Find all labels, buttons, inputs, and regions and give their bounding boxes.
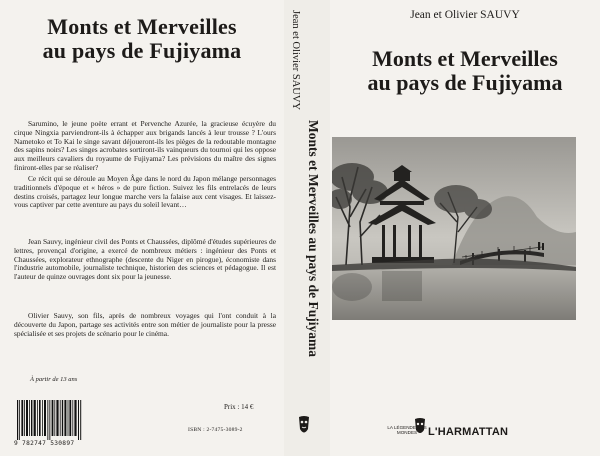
isbn-label: ISBN : 2-7475-3089-2 [188,427,243,433]
collection-label: LA LÉGENDE DES MONDES [387,425,427,436]
front-title-line2: au pays de Fujiyama [367,70,563,95]
author-bio-paragraph: Jean Sauvy, ingénieur civil des Ponts et Chaussées, diplômé d'études supérieures de lettres, provençal d'origine, a exercé de nombreux métiers : ingénieur des Ponts et Chaussées, explorateur ethnographe (descente du Niger en pirogue), économiste dans l'industrie automobile, journaliste technique, historien des sciences et pédagogue. Il est l'auteur de quinze ouvrages dont six pour la jeunesse. [14,237,276,282]
back-cover [0,0,284,456]
back-title-line1: Monts et Merveilles [47,14,237,39]
front-title-line1: Monts et Merveilles [372,46,558,71]
back-title-line2: au pays de Fujiyama [42,38,242,63]
blurb-paragraph: Sarumino, le jeune poète errant et Pervenche Azurée, la gracieuse écuyère du cirque Ningxia parviendront-ils à échapper aux brigands lancés à leur trousse ? L'ours Nametoko et To Kai le singe savant déjoueront-ils les pièges de la redoutable montagne des sapins noirs? Les singes acrobates sortiront-ils vainqueurs du tournoi qui les oppose aux meilleurs cavaliers du royaume de Fujiyama? Les prévisions du maître des signes finiront-elles par se réaliser? [14,119,276,172]
blurb-paragraph: Ce récit qui se déroule au Moyen Âge dans le nord du Japon mélange personnages traditionnels d'époque et « héros » de pure fiction. Suivez les fils entrelacés de leurs destins croisés, partagez leur longue marche vers la falaise aux cent visages. Et laissez-vous captiver par cette aventure au pays du soleil levant… [14,174,276,210]
publisher-mask-icon [296,415,312,437]
price-label: Prix : 14 € [224,403,254,411]
publisher-name: L'HARMATTAN [428,426,509,438]
spine-author: Jean et Olivier SAUVY [290,10,301,111]
barcode-digits: 9 782747 530897 [14,440,75,447]
pagoda-bridge-photo [332,137,576,320]
author-bio-paragraph: Olivier Sauvy, son fils, après de nombreux voyages qui l'ont conduit à la découverte du Japon, partage ses activités entre son métier de journaliste pour la presse spécialisée et ses projets de scénario pour le cinéma. [14,311,276,338]
age-recommendation: À partir de 13 ans [30,376,78,383]
spine-title: Monts et Merveilles au pays de Fujiyama [306,120,321,357]
front-author: Jean et Olivier SAUVY [410,9,520,21]
spine [284,0,330,456]
